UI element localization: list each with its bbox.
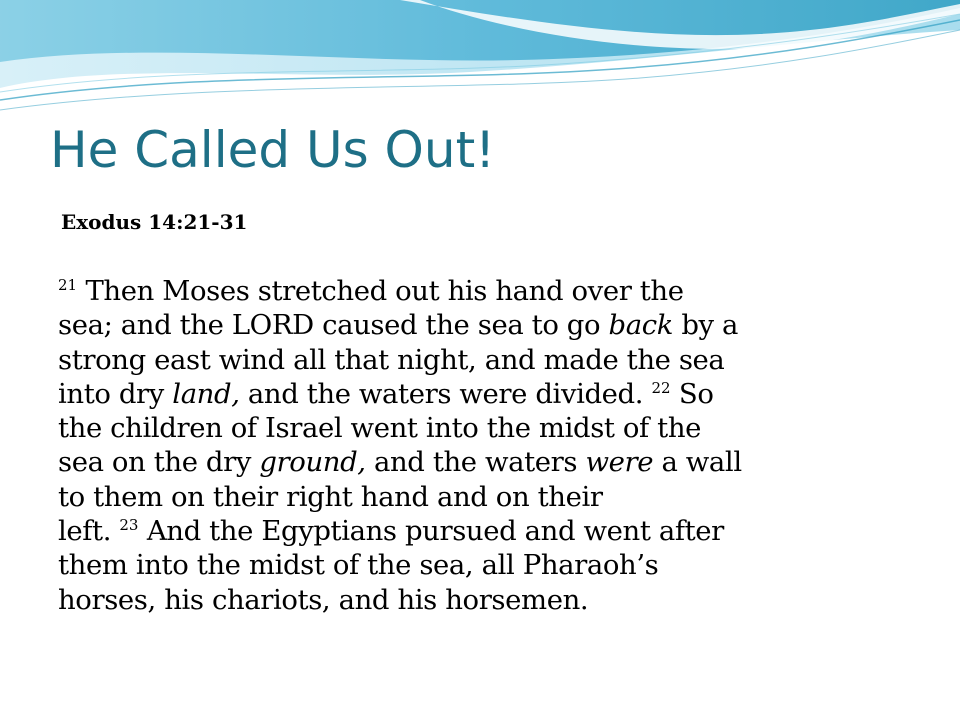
- slide-title: He Called Us Out!: [50, 121, 496, 179]
- wave-banner: [0, 0, 960, 120]
- verse-text: Then Moses stretched out his hand over the: [85, 275, 684, 307]
- verse-italic: were: [585, 446, 654, 479]
- verse-text: into dry: [58, 377, 173, 410]
- verse-text: and the waters: [365, 446, 586, 479]
- verse-line-2: [58, 308, 908, 342]
- verse-italic: land,: [172, 377, 240, 410]
- verse-number-23: 23: [119, 516, 139, 535]
- verse-text: by a: [672, 309, 739, 342]
- verse-line-1: [58, 274, 908, 308]
- verse-text: them into the midst of the sea, all Pharaoh’s: [58, 549, 659, 582]
- verse-text: and the waters were divided.: [239, 377, 644, 410]
- verse-line-8: [58, 514, 908, 548]
- scripture-text: [58, 274, 908, 617]
- verse-line-4: [58, 377, 908, 411]
- verse-text: sea on the dry: [58, 446, 260, 479]
- verse-line-6: [58, 445, 908, 479]
- verse-text: sea; and the LORD caused the sea to go: [58, 309, 609, 342]
- verse-text: the children of Israel went into the midst of the: [58, 412, 702, 445]
- verse-italic: back: [608, 309, 673, 342]
- verse-italic: ground,: [259, 446, 366, 479]
- verse-text: And the Egyptians pursued and went after: [138, 515, 724, 548]
- verse-text: strong east wind all that night, and made the sea: [58, 343, 725, 376]
- scripture-reference: Exodus 14:21-31: [61, 210, 248, 234]
- verse-line-10: [58, 583, 908, 617]
- verse-line-7: [58, 480, 908, 514]
- verse-text: a wall: [653, 446, 742, 479]
- verse-text: horses, his chariots, and his horsemen.: [58, 583, 589, 616]
- verse-number-22: 22: [651, 378, 671, 397]
- verse-line-9: [58, 548, 908, 582]
- verse-line-3: [58, 343, 908, 377]
- verse-number-21: 21: [58, 276, 78, 294]
- verse-line-5: [58, 411, 908, 445]
- verse-text: to them on their right hand and on their: [58, 480, 603, 513]
- verse-text: So: [670, 377, 714, 410]
- verse-text: left.: [58, 515, 112, 548]
